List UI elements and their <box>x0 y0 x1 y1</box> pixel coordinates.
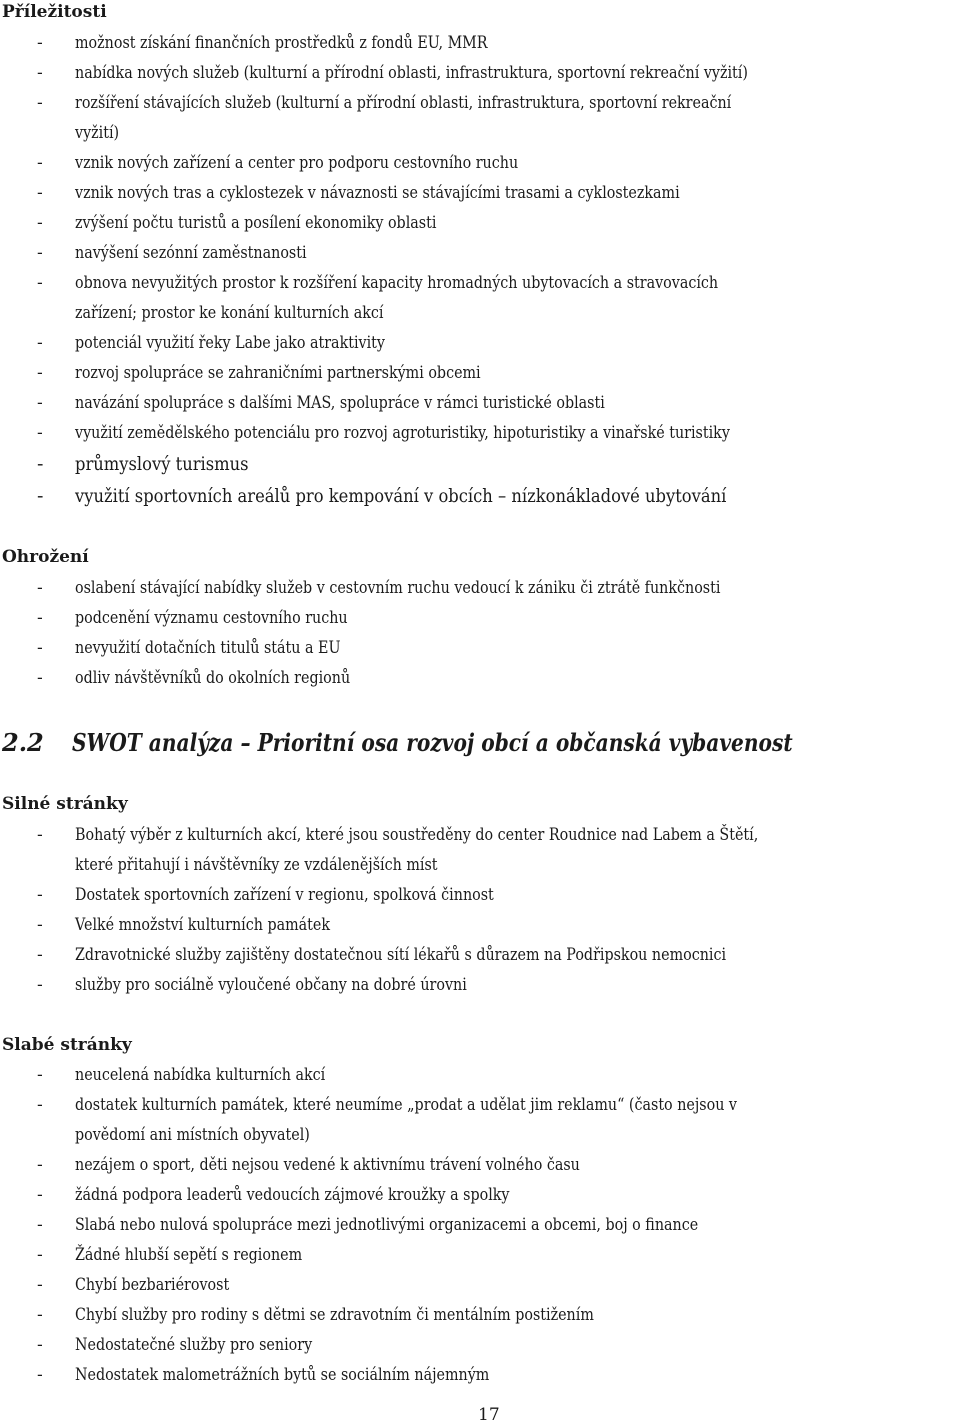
bullet-dash: - <box>37 1215 43 1235</box>
bullet-dash: - <box>37 183 43 203</box>
list-item <box>0 573 960 603</box>
list-item-text: dostatek kulturních památek, které neumíme „prodat a udělat jim reklamu“ (často nejsou v <box>75 1095 737 1115</box>
list-item-text: Žádné hlubší sepětí s regionem <box>75 1245 303 1265</box>
bullet-dash: - <box>37 273 43 293</box>
bullet-dash: - <box>37 1305 43 1325</box>
list-item <box>0 28 960 58</box>
list-item <box>0 148 960 178</box>
list-item-text: potenciál využití řeky Labe jako atraktivity <box>75 333 385 353</box>
bullet-dash: - <box>37 885 43 905</box>
section-number: 2.2 <box>2 728 44 757</box>
list-item <box>0 58 960 88</box>
list-item-text: rozšíření stávajících služeb (kulturní a přírodní oblasti, infrastruktura, sportovní rekreační <box>75 93 732 113</box>
list-item-text: služby pro sociálně vyloučené občany na dobré úrovni <box>75 975 467 995</box>
bullet-dash: - <box>37 945 43 965</box>
bullet-dash: - <box>37 243 43 263</box>
list-item <box>0 238 960 268</box>
bullet-dash: - <box>37 1095 43 1115</box>
list-item-text-continuation: které přitahují i návštěvníky ze vzdálenějších míst <box>75 855 438 875</box>
bullet-dash: - <box>37 1365 43 1385</box>
list-item <box>0 1150 960 1180</box>
list-item-text: Chybí bezbariérovost <box>75 1275 230 1295</box>
bullet-dash: - <box>37 485 44 507</box>
list-item-text-continuation: vyžití) <box>75 123 120 143</box>
list-item <box>0 663 960 693</box>
list-item <box>0 880 960 910</box>
bullet-dash: - <box>37 93 43 113</box>
strengths-heading: Silné stránky <box>2 794 128 814</box>
list-item-text: využití zemědělského potenciálu pro rozvoj agroturistiky, hipoturistiky a vinařské turistiky <box>75 423 730 443</box>
list-item-text: obnova nevyužitých prostor k rozšíření kapacity hromadných ubytovacích a stravovacích <box>75 273 719 293</box>
bullet-dash: - <box>37 915 43 935</box>
list-item <box>0 88 960 148</box>
section-title <box>2 727 930 759</box>
list-item-text: Bohatý výběr z kulturních akcí, které jsou soustředěny do center Roudnice nad Labem a Štětí, <box>75 825 759 845</box>
bullet-dash: - <box>37 668 43 688</box>
bullet-dash: - <box>37 1335 43 1355</box>
bullet-dash: - <box>37 1275 43 1295</box>
list-item-text: vznik nových tras a cyklostezek v návaznosti se stávajícími trasami a cyklostezkami <box>75 183 680 203</box>
strengths-list <box>0 820 960 1000</box>
bullet-dash: - <box>37 975 43 995</box>
list-item-text: nevyužití dotačních titulů státu a EU <box>75 638 341 658</box>
list-item-text: nezájem o sport, děti nejsou vedené k aktivnímu trávení volného času <box>75 1155 580 1175</box>
bullet-dash: - <box>37 33 43 53</box>
list-item <box>0 448 960 480</box>
list-item-text: průmyslový turismus <box>75 453 249 475</box>
bullet-dash: - <box>37 608 43 628</box>
list-item <box>0 1300 960 1330</box>
list-item <box>0 1210 960 1240</box>
list-item <box>0 970 960 1000</box>
list-item <box>0 1330 960 1360</box>
threats-heading: Ohrožení <box>2 547 89 567</box>
list-item-text: neucelená nabídka kulturních akcí <box>75 1065 326 1085</box>
bullet-dash: - <box>37 453 44 475</box>
weaknesses-heading: Slabé stránky <box>2 1035 132 1055</box>
list-item <box>0 1090 960 1150</box>
list-item-text: Slabá nebo nulová spolupráce mezi jednotlivými organizacemi a obcemi, boj o finance <box>75 1215 699 1235</box>
list-item-text: využití sportovních areálů pro kempování v obcích – nízkonákladové ubytování <box>75 485 727 507</box>
list-item-text: odliv návštěvníků do okolních regionů <box>75 668 351 688</box>
list-item <box>0 178 960 208</box>
opportunities-list <box>0 28 960 512</box>
list-item <box>0 910 960 940</box>
bullet-dash: - <box>37 153 43 173</box>
list-item <box>0 603 960 633</box>
list-item-text: rozvoj spolupráce se zahraničními partnerskými obcemi <box>75 363 481 383</box>
list-item <box>0 358 960 388</box>
list-item-text: Zdravotnické služby zajištěny dostatečnou sítí lékařů s důrazem na Podřipskou nemocnici <box>75 945 727 965</box>
section-title-text: SWOT analýza – Prioritní osa rozvoj obcí a občanská vybavenost <box>72 728 793 757</box>
bullet-dash: - <box>37 1155 43 1175</box>
bullet-dash: - <box>37 578 43 598</box>
list-item-text: navázání spolupráce s dalšími MAS, spolupráce v rámci turistické oblasti <box>75 393 605 413</box>
list-item-text: Chybí služby pro rodiny s dětmi se zdravotním či mentálním postižením <box>75 1305 594 1325</box>
list-item <box>0 328 960 358</box>
list-item-text: Dostatek sportovních zařízení v regionu, spolková činnost <box>75 885 494 905</box>
list-item-text: Velké množství kulturních památek <box>75 915 330 935</box>
opportunities-heading: Příležitosti <box>2 2 107 22</box>
list-item-text: Nedostatečné služby pro seniory <box>75 1335 313 1355</box>
list-item-text: podcenění významu cestovního ruchu <box>75 608 348 628</box>
list-item-text: vznik nových zařízení a center pro podporu cestovního ruchu <box>75 153 519 173</box>
bullet-dash: - <box>37 63 43 83</box>
bullet-dash: - <box>37 333 43 353</box>
page-number: 17 <box>478 1405 500 1425</box>
list-item <box>0 388 960 418</box>
bullet-dash: - <box>37 1185 43 1205</box>
bullet-dash: - <box>37 363 43 383</box>
list-item-text: oslabení stávající nabídky služeb v cestovním ruchu vedoucí k zániku či ztrátě funkčnosti <box>75 578 721 598</box>
list-item <box>0 418 960 448</box>
list-item-text: zvýšení počtu turistů a posílení ekonomiky oblasti <box>75 213 437 233</box>
list-item-text: Nedostatek malometrážních bytů se sociálním nájemným <box>75 1365 490 1385</box>
list-item <box>0 1270 960 1300</box>
list-item <box>0 268 960 328</box>
list-item-text-continuation: povědomí ani místních obyvatel) <box>75 1125 310 1145</box>
list-item <box>0 940 960 970</box>
list-item <box>0 1240 960 1270</box>
threats-list <box>0 573 960 693</box>
list-item-text: nabídka nových služeb (kulturní a přírodní oblasti, infrastruktura, sportovní rekreační vyžití) <box>75 63 748 83</box>
list-item-text: navýšení sezónní zaměstnanosti <box>75 243 307 263</box>
list-item <box>0 208 960 238</box>
weaknesses-list <box>0 1060 960 1390</box>
bullet-dash: - <box>37 393 43 413</box>
list-item-text-continuation: zařízení; prostor ke konání kulturních akcí <box>75 303 384 323</box>
bullet-dash: - <box>37 423 43 443</box>
list-item <box>0 1180 960 1210</box>
bullet-dash: - <box>37 213 43 233</box>
bullet-dash: - <box>37 825 43 845</box>
list-item-text: žádná podpora leaderů vedoucích zájmové kroužky a spolky <box>75 1185 510 1205</box>
list-item <box>0 1060 960 1090</box>
bullet-dash: - <box>37 638 43 658</box>
list-item <box>0 1360 960 1390</box>
bullet-dash: - <box>37 1245 43 1265</box>
bullet-dash: - <box>37 1065 43 1085</box>
list-item <box>0 480 960 512</box>
list-item <box>0 820 960 880</box>
list-item <box>0 633 960 663</box>
list-item-text: možnost získání finančních prostředků z fondů EU, MMR <box>75 33 488 53</box>
